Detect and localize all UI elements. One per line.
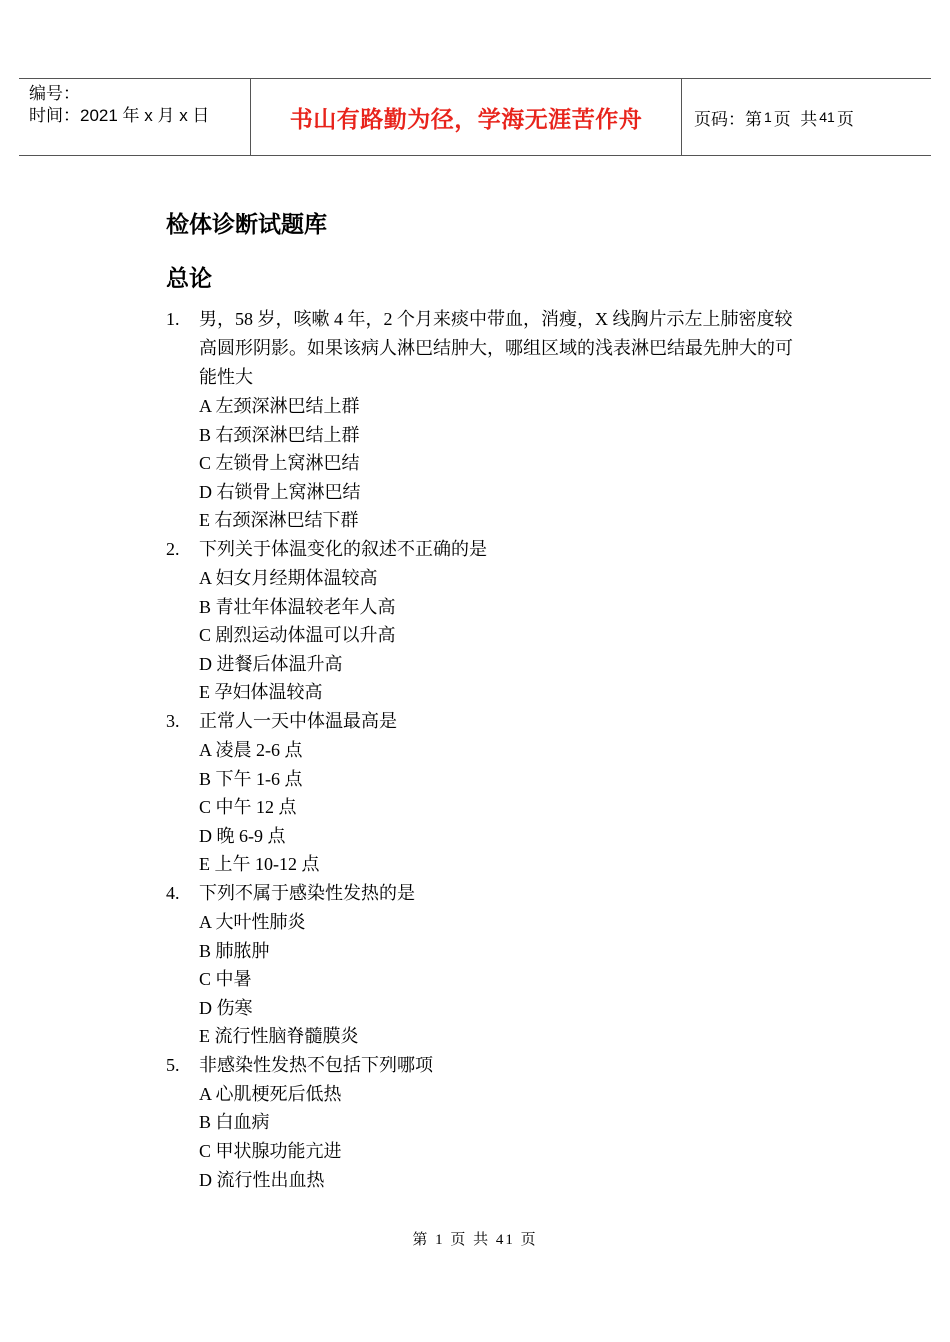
question-item <box>166 707 806 879</box>
header-page-number <box>682 79 931 155</box>
question-number: 3. <box>166 710 180 731</box>
answer-option: E 右颈深淋巴结下群 <box>199 510 359 531</box>
question-item <box>166 305 806 535</box>
question-number: 5. <box>166 1054 180 1075</box>
document-body <box>166 205 806 1194</box>
answer-option: B 白血病 <box>199 1112 270 1133</box>
question-number: 4. <box>166 882 180 903</box>
section-heading: 总论 <box>166 266 212 292</box>
question-text: 下列不属于感染性发热的是 <box>199 882 415 903</box>
answer-option: D 晚 6-9 点 <box>199 825 286 846</box>
answer-option: D 进餐后体温升高 <box>199 653 343 674</box>
answer-option: C 中暑 <box>199 969 252 990</box>
question-item <box>166 1051 806 1194</box>
page-footer: 第 1 页 共 41 页 <box>412 1232 538 1248</box>
page-suffix: 页 <box>836 109 854 129</box>
question-number: 1. <box>166 309 180 329</box>
answer-option: D 伤寒 <box>199 997 253 1018</box>
question-text: 正常人一天中体温最高是 <box>199 710 397 731</box>
page-header <box>19 78 931 156</box>
answer-option: A 左颈深淋巴结上群 <box>199 396 360 416</box>
question-text: 男，58 岁，咳嗽 4 年，2 个月来痰中带血，消瘦，X 线胸片示左上肺密度较高圆形阴影。如果该病人淋巴结肿大，哪组区域的浅表淋巴结最先肿大的可能性大 <box>199 309 793 387</box>
answer-option: B 肺脓肿 <box>199 940 270 961</box>
answer-option: D 流行性出血热 <box>199 1169 325 1190</box>
document-title: 检体诊断试题库 <box>166 212 327 238</box>
answer-option: C 左锁骨上窝淋巴结 <box>199 453 360 474</box>
question-text: 非感染性发热不包括下列哪项 <box>199 1054 433 1075</box>
question-list <box>166 305 806 1194</box>
page-prefix: 页码：第 <box>694 109 762 129</box>
header-info <box>19 79 251 155</box>
answer-option: E 流行性脑脊髓膜炎 <box>199 1026 359 1047</box>
page-current: 1 <box>764 109 772 125</box>
question-item <box>166 535 806 707</box>
question-number: 2. <box>166 538 180 559</box>
answer-option: C 甲状腺功能亢进 <box>199 1141 342 1162</box>
page-total: 41 <box>819 109 835 125</box>
answer-option: B 右颈深淋巴结上群 <box>199 424 360 445</box>
answer-option: E 上午 10-12 点 <box>199 854 320 875</box>
answer-option: B 青壮年体温较老年人高 <box>199 596 396 617</box>
time-label: 时间：2021 年 x 月 x 日 <box>29 106 210 125</box>
answer-option: E 孕妇体温较高 <box>199 682 323 703</box>
question-item <box>166 879 806 1051</box>
serial-label: 编号： <box>29 84 80 103</box>
header-motto: 书山有路勤为径，学海无涯苦作舟 <box>251 79 682 155</box>
answer-option: A 大叶性肺炎 <box>199 911 306 932</box>
answer-option: A 心肌梗死后低热 <box>199 1083 342 1104</box>
answer-option: C 剧烈运动体温可以升高 <box>199 625 396 646</box>
page-mid: 页 共 <box>773 109 818 129</box>
question-text: 下列关于体温变化的叙述不正确的是 <box>199 538 487 559</box>
answer-option: A 凌晨 2-6 点 <box>199 739 303 760</box>
answer-option: B 下午 1-6 点 <box>199 768 303 789</box>
answer-option: D 右锁骨上窝淋巴结 <box>199 481 361 502</box>
answer-option: A 妇女月经期体温较高 <box>199 567 378 588</box>
answer-option: C 中午 12 点 <box>199 797 297 818</box>
